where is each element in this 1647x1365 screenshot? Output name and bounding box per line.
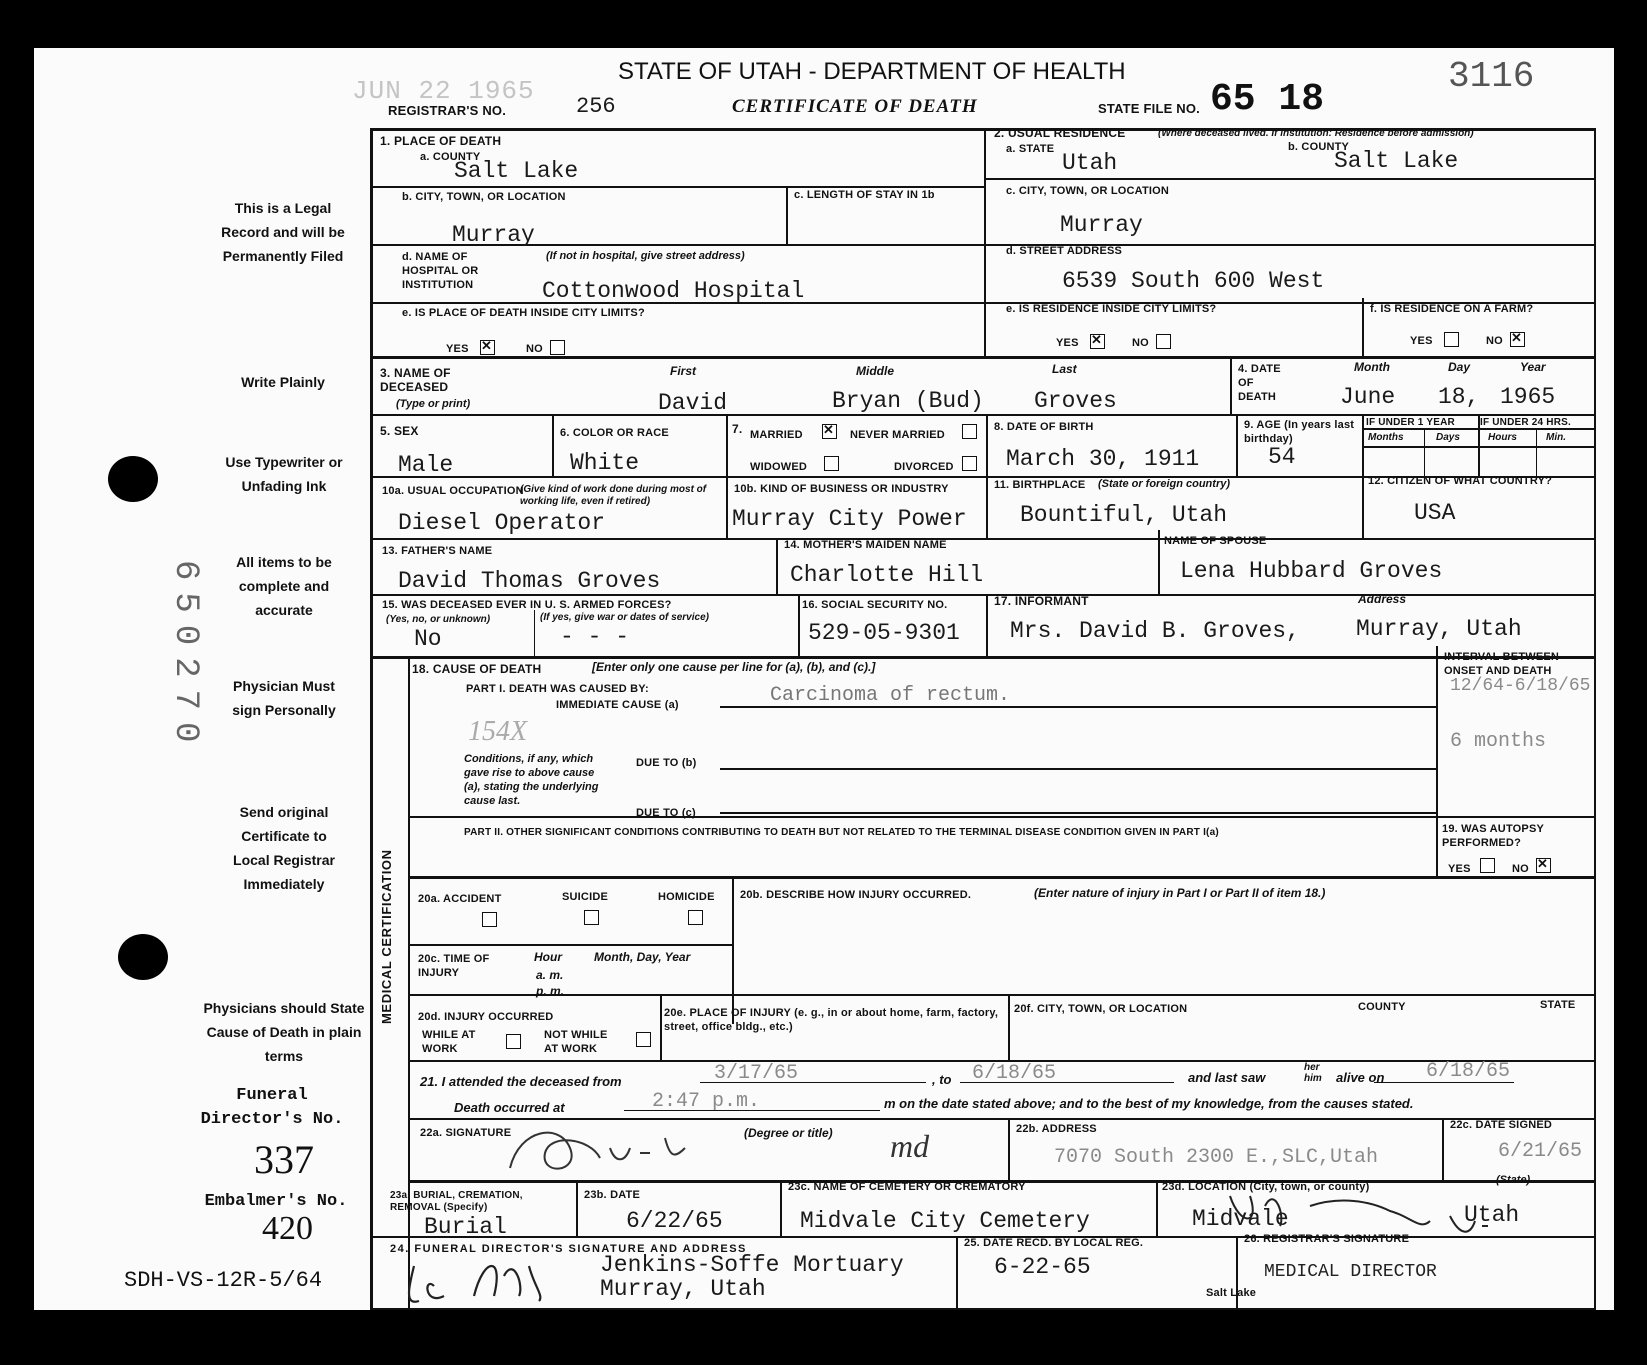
part-1-label: PART I. DEATH WAS CAUSED BY: [466, 683, 649, 695]
farm-no-label: NO [1486, 335, 1503, 347]
state-file-label: STATE FILE NO. [1098, 101, 1200, 116]
sidebar-physicians-should: Physicians should State Cause of Death in plain terms [203, 1000, 365, 1064]
date-stamp: JUN 22 1965 [352, 76, 535, 106]
funeral-home: Jenkins-Soffe Mortuary [600, 1252, 904, 1278]
place-of-death-label: 1. PLACE OF DEATH [380, 134, 502, 148]
attended-to-label: , to [932, 1072, 952, 1087]
suicide-checkbox[interactable] [584, 910, 599, 925]
burial-date-label: 23b. DATE [584, 1189, 640, 1201]
pm-label: p. m. [536, 984, 565, 998]
residence-label: 2. USUAL RESIDENCE [994, 126, 1126, 140]
degree-label: (Degree or title) [744, 1126, 833, 1140]
sex-value: Male [398, 452, 454, 478]
never-married-checkbox[interactable] [962, 424, 977, 439]
autopsy-yes-checkbox[interactable] [1480, 858, 1495, 873]
death-inside-no-label: NO [526, 343, 543, 355]
month-label: Month [1354, 360, 1390, 374]
last-saw-label: and last saw [1188, 1070, 1266, 1085]
months-label: Months [1368, 432, 1404, 443]
armed-forces-dates: - - - [560, 624, 630, 650]
death-day: 18, [1438, 384, 1480, 410]
homicide-label: HOMICIDE [658, 891, 715, 903]
under-24-hrs-label: IF UNDER 24 HRS. [1480, 417, 1571, 428]
alive-on-label: alive on [1336, 1070, 1385, 1085]
mother-name: Charlotte Hill [790, 562, 984, 588]
autopsy-yes-label: YES [1448, 863, 1471, 875]
death-occurred-at: 2:47 p.m. [652, 1090, 761, 1113]
part-2-label: PART II. OTHER SIGNIFICANT CONDITIONS CONTRIBUTING TO DEATH BUT NOT RELATED TO THE TERMINAL DISEASE CONDITION GIVEN IN PART I(a) [464, 827, 1219, 838]
registrar-place: Salt Lake [1206, 1287, 1257, 1299]
farm-label: f. IS RESIDENCE ON A FARM? [1370, 303, 1534, 315]
am-label: a. m. [536, 968, 564, 982]
registrar-number: 256 [576, 94, 616, 119]
farm-yes-label: YES [1410, 335, 1433, 347]
registrar-label: REGISTRAR'S NO. [388, 103, 507, 118]
burial-method-label: 23a. BURIAL, CREMATION, REMOVAL (Specify) [390, 1190, 523, 1213]
residence-inside-no-label: NO [1132, 337, 1149, 349]
date-received-label: 25. DATE RECD. BY LOCAL REG. [964, 1237, 1144, 1249]
residence-city: Murray [1060, 212, 1143, 238]
cause-of-death-note: [Enter only one cause per line for (a), (b), and (c).] [592, 660, 876, 674]
widowed-checkbox[interactable] [824, 456, 839, 471]
punch-hole-bottom [118, 934, 168, 980]
race-label: 6. COLOR OR RACE [560, 427, 669, 439]
hour-label: Hour [534, 950, 562, 964]
deceased-first-name: David [658, 390, 728, 416]
burial-state: Utah [1464, 1202, 1520, 1228]
burial-location-label: 23d. LOCATION (City, town, or county) [1162, 1181, 1370, 1193]
due-to-c-label: DUE TO (c) [636, 807, 696, 819]
farm-yes-checkbox[interactable] [1444, 332, 1459, 347]
residence-city-label: c. CITY, TOWN, OR LOCATION [1006, 185, 1170, 197]
birthplace-note: (State or foreign country) [1098, 478, 1231, 490]
medical-certification-side-label: MEDICAL CERTIFICATION [379, 849, 394, 1024]
sidebar-physician-note: Physician Must sign Personally [232, 678, 336, 718]
min-label: Min. [1546, 432, 1566, 443]
sex-label: 5. SEX [380, 424, 419, 438]
embalmer-label: Embalmer's No. [204, 1192, 348, 1211]
date-signed-label: 22c. DATE SIGNED [1450, 1119, 1553, 1131]
sidebar-typewriter-note: Use Typewriter or Unfading Ink [225, 454, 343, 494]
cemetery-label: 23c. NAME OF CEMETERY OR CREMATORY [788, 1181, 1026, 1193]
immediate-cause-label: IMMEDIATE CAUSE (a) [556, 699, 679, 711]
funeral-director-label: Funeral Director's No. [200, 1086, 344, 1129]
divorced-checkbox[interactable] [962, 456, 977, 471]
stamp-number: 3116 [1448, 56, 1535, 97]
due-to-b-label: DUE TO (b) [636, 757, 697, 769]
date-signed: 6/21/65 [1498, 1140, 1583, 1163]
residence-state-label: a. STATE [1006, 143, 1055, 155]
not-while-at-work-checkbox[interactable] [636, 1032, 651, 1047]
business-label: 10b. KIND OF BUSINESS OR INDUSTRY [734, 483, 949, 495]
injury-occurred-label: 20d. INJURY OCCURRED [418, 1011, 554, 1023]
cause-code: 154X [468, 716, 528, 747]
accident-label: 20a. ACCIDENT [418, 893, 502, 905]
mother-label: 14. MOTHER'S MAIDEN NAME [784, 539, 947, 551]
residence-state: Utah [1062, 150, 1118, 176]
injury-state-label: STATE [1540, 999, 1576, 1011]
residence-inside-label: e. IS RESIDENCE INSIDE CITY LIMITS? [1006, 303, 1217, 315]
sidebar-legal-note: This is a Legal Record and will be Permanently Filed [221, 200, 345, 264]
hospital-label: d. NAME OF HOSPITAL OR INSTITUTION [402, 251, 479, 291]
death-inside-yes-label: YES [446, 343, 469, 355]
married-label: MARRIED [750, 429, 803, 441]
injury-description-label: 20b. DESCRIBE HOW INJURY OCCURRED. [740, 889, 972, 901]
hospital-note: (If not in hospital, give street address) [546, 250, 745, 262]
injury-description-note: (Enter nature of injury in Part I or Part II of item 18.) [1034, 886, 1326, 900]
sidebar-complete-note: All items to be complete and accurate [236, 554, 332, 618]
hours-label: Hours [1488, 432, 1517, 443]
birthplace-label: 11. BIRTHPLACE [994, 479, 1086, 491]
armed-forces-note-1: (Yes, no, or unknown) [386, 614, 491, 625]
middle-label: Middle [856, 364, 894, 378]
funeral-director-number: 337 [254, 1137, 314, 1182]
father-name: David Thomas Groves [398, 568, 661, 594]
autopsy-label: 19. WAS AUTOPSY PERFORMED? [1442, 823, 1544, 849]
street-address-label: d. STREET ADDRESS [1006, 245, 1123, 257]
death-city: Murray [452, 222, 535, 248]
funeral-director-signature [394, 1246, 594, 1310]
ssn-label: 16. SOCIAL SECURITY NO. [802, 599, 948, 611]
vertical-serial-number: 650270 [166, 560, 204, 755]
citizen-label: 12. CITIZEN OF WHAT COUNTRY? [1368, 475, 1553, 487]
deceased-last-name: Groves [1034, 388, 1117, 414]
occupation-label: 10a. USUAL OCCUPATION [382, 485, 524, 497]
funeral-director-signature-label: 24. FUNERAL DIRECTOR'S SIGNATURE AND ADDRESS [390, 1243, 747, 1255]
length-of-stay-label: c. LENGTH OF STAY IN 1b [794, 189, 935, 201]
registrar-signature [1220, 1176, 1520, 1246]
burial-location: Midvale [1192, 1206, 1289, 1232]
physician-signature [500, 1118, 800, 1178]
informant-address: Murray, Utah [1356, 616, 1522, 642]
conditions-note: Conditions, if any, which gave rise to above cause (a), stating the underlying cause last. [464, 753, 599, 807]
informant-address-label: Address [1358, 592, 1407, 606]
registrar-title: MEDICAL DIRECTOR [1264, 1262, 1437, 1282]
burial-method: Burial [424, 1214, 507, 1240]
death-occurred-at-label: Death occurred at [454, 1100, 565, 1115]
father-label: 13. FATHER'S NAME [382, 545, 493, 557]
residence-note: (Where deceased lived. If institution: Residence before admission) [1158, 128, 1474, 139]
physician-address: 7070 South 2300 E.,SLC,Utah [1054, 1146, 1379, 1169]
day-label: Day [1448, 360, 1471, 374]
divorced-label: DIVORCED [894, 461, 954, 473]
age-value: 54 [1268, 444, 1296, 470]
month-day-year-label: Month, Day, Year [594, 950, 691, 964]
street-address: 6539 South 600 West [1062, 268, 1325, 294]
birthplace-value: Bountiful, Utah [1020, 502, 1228, 528]
residence-inside-yes-label: YES [1056, 337, 1079, 349]
business-value: Murray City Power [732, 506, 967, 532]
suicide-label: SUICIDE [562, 891, 609, 903]
interval-dates: 12/64-6/18/65 [1450, 676, 1591, 696]
interval-value: 6 months [1450, 730, 1547, 753]
injury-county-label: COUNTY [1358, 1001, 1406, 1013]
interval-label: INTERVAL BETWEEN ONSET AND DEATH [1444, 651, 1560, 677]
spouse-name: Lena Hubbard Groves [1180, 558, 1443, 584]
residence-inside-yes-checkbox[interactable] [1090, 334, 1105, 349]
autopsy-no-checkbox[interactable] [1536, 858, 1551, 873]
occupation-note: (Give kind of work done during most of working life, even if retired) [520, 484, 707, 507]
form-number: SDH-VS-12R-5/64 [124, 1268, 323, 1293]
not-while-at-work-label: NOT WHILE AT WORK [544, 1029, 608, 1055]
armed-forces-value: No [414, 626, 442, 652]
cause-a-value: Carcinoma of rectum. [770, 684, 1011, 707]
spouse-label: NAME OF SPOUSE [1164, 535, 1267, 547]
last-label: Last [1052, 362, 1077, 376]
city-of-injury-label: 20f. CITY, TOWN, OR LOCATION [1014, 1003, 1188, 1015]
sidebar-send-note: Send original Certificate to Local Registrar Immediately [233, 804, 335, 892]
state-file-number: 65 18 [1210, 78, 1325, 121]
physician-degree: md [890, 1128, 930, 1164]
while-at-work-label: WHILE AT WORK [422, 1029, 476, 1055]
residence-inside-no-checkbox[interactable] [1156, 334, 1171, 349]
attended-to: 6/18/65 [972, 1062, 1057, 1085]
signature-label: 22a. SIGNATURE [420, 1127, 512, 1139]
date-of-death-label: 4. DATE OF DEATH [1238, 363, 1281, 403]
date-received: 6-22-65 [994, 1254, 1091, 1280]
date-of-birth-label: 8. DATE OF BIRTH [994, 421, 1094, 433]
time-of-injury-label: 20c. TIME OF INJURY [418, 953, 490, 979]
deceased-name-label: 3. NAME OF DECEASED [380, 366, 451, 394]
punch-hole-top [108, 456, 158, 502]
homicide-checkbox[interactable] [688, 910, 703, 925]
occupation-value: Diesel Operator [398, 510, 606, 536]
certificate-title: CERTIFICATE OF DEATH [732, 96, 978, 117]
death-city-label: b. CITY, TOWN, OR LOCATION [402, 191, 566, 203]
ssn-value: 529-05-9301 [808, 620, 960, 646]
place-of-injury-label: 20e. PLACE OF INJURY (e. g., in or about home, farm, factory, street, office bldg., etc.) [664, 1007, 999, 1033]
cemetery-name: Midvale City Cemetery [800, 1208, 1090, 1234]
funeral-home-city: Murray, Utah [600, 1276, 766, 1302]
deceased-middle-name: Bryan (Bud) [832, 388, 984, 414]
death-year: 1965 [1500, 384, 1556, 410]
death-inside-no-checkbox[interactable] [550, 340, 565, 355]
age-label: 9. AGE (In years last birthday) [1244, 419, 1355, 445]
autopsy-no-label: NO [1512, 863, 1529, 875]
married-checkbox[interactable] [822, 424, 837, 439]
armed-forces-note-2: (If yes, give war or dates of service) [540, 612, 709, 623]
farm-no-checkbox[interactable] [1510, 332, 1525, 347]
department-title: STATE OF UTAH - DEPARTMENT OF HEALTH [618, 58, 1126, 85]
residence-county-label: b. COUNTY [1288, 141, 1350, 153]
death-inside-yes-checkbox[interactable] [480, 340, 495, 355]
days-label: Days [1436, 432, 1460, 443]
while-at-work-checkbox[interactable] [506, 1034, 521, 1049]
attended-label: 21. I attended the deceased from [420, 1074, 622, 1089]
cause-of-death-label: 18. CAUSE OF DEATH [412, 662, 542, 676]
attended-from: 3/17/65 [714, 1062, 799, 1085]
death-month: June [1340, 384, 1396, 410]
registrar-signature-label: 26. REGISTRAR'S SIGNATURE [1244, 1233, 1410, 1245]
last-saw-date: 6/18/65 [1426, 1060, 1511, 1083]
informant-label: 17. INFORMANT [994, 594, 1089, 608]
death-county-label: a. COUNTY [420, 151, 481, 163]
physician-address-label: 22b. ADDRESS [1016, 1123, 1097, 1135]
under-1-year-label: IF UNDER 1 YEAR [1366, 417, 1455, 428]
item-7-number: 7. [732, 422, 743, 436]
death-county: Salt Lake [454, 158, 579, 184]
residence-county: Salt Lake [1334, 148, 1459, 174]
armed-forces-label: 15. WAS DECEASED EVER IN U. S. ARMED FORCES? [382, 599, 672, 611]
embalmer-number: 420 [262, 1210, 313, 1247]
year-label: Year [1520, 360, 1546, 374]
burial-date: 6/22/65 [626, 1208, 723, 1234]
hospital-name: Cottonwood Hospital [542, 278, 805, 304]
knowledge-statement: m on the date stated above; and to the best of my knowledge, from the causes stated. [884, 1096, 1414, 1111]
deceased-name-note: (Type or print) [396, 398, 471, 410]
accident-checkbox[interactable] [482, 912, 497, 927]
sidebar-write-plainly: Write Plainly [241, 374, 325, 390]
widowed-label: WIDOWED [750, 461, 808, 473]
informant-name: Mrs. David B. Groves, [1010, 618, 1300, 644]
first-label: First [670, 364, 697, 378]
never-married-label: NEVER MARRIED [850, 429, 945, 441]
her-him-label: her him [1304, 1062, 1322, 1084]
date-of-birth: March 30, 1911 [1006, 446, 1200, 472]
inside-city-label: e. IS PLACE OF DEATH INSIDE CITY LIMITS? [402, 307, 645, 319]
race-value: White [570, 450, 640, 476]
citizen-value: USA [1414, 500, 1456, 526]
burial-state-label: (State) [1496, 1174, 1531, 1186]
